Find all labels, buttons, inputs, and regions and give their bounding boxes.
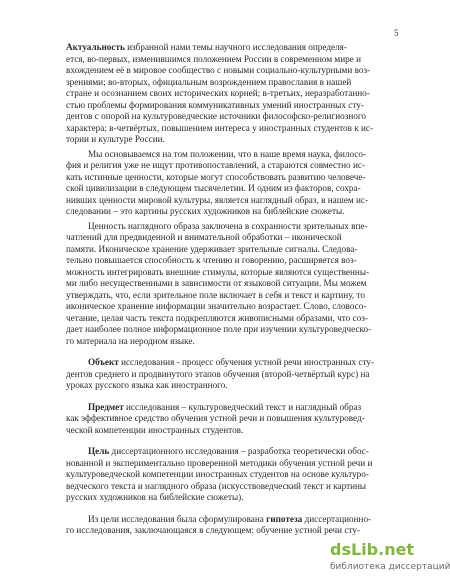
text-line: как эффективное средство обучения устной речи и повышения культуровед- xyxy=(66,413,365,423)
text-line: культуроведческой компетенции иностранных студентов на основе культуро- xyxy=(66,469,369,479)
text-line: утверждать, что, если зрительное поле включает в себя и текст и картину, то xyxy=(66,289,365,300)
text-line: характера; в-четвёртых, повышением интереса у иностранных студентов к ис- xyxy=(66,122,374,133)
text-line xyxy=(66,446,404,458)
text-line: вхождением её в мировое сообщество с новыми социально-культурными воз- xyxy=(66,65,371,75)
text-line: четание, целая часть текста подкрепляются живописными образами, что соз- xyxy=(66,312,368,323)
text-line xyxy=(66,42,404,54)
text-line xyxy=(66,357,404,369)
text-line: иконическое хранение информации значительно возрастает. Слово, словосо- xyxy=(66,301,367,311)
bold-term: Предмет xyxy=(88,401,124,412)
bold-term: Актуальность xyxy=(66,42,125,52)
paragraph-gap xyxy=(66,436,404,446)
paragraph xyxy=(66,221,404,348)
text-line: уроках русского языка как иностранного. xyxy=(66,380,228,390)
text-line: кать истинные ценности, которые могут способствовать развитию человече- xyxy=(66,171,366,182)
text-line: го материала на неродном языке. xyxy=(66,335,195,346)
paragraph xyxy=(66,446,404,504)
text-line xyxy=(66,514,404,526)
text-line: русских художников на библейские сюжеты). xyxy=(66,492,244,502)
text-line: стью проблемы формирования коммуникативных умений иностранных сту- xyxy=(66,99,364,110)
text-line: тельно повышается способность к чтению и говорению, расширяется воз- xyxy=(66,255,357,265)
text-line: дентов с опорой на культуроведческие источники философско-религиозного xyxy=(66,111,366,121)
text-line: го исследования, заключающаяся в следующем: обучение устной речи сту- xyxy=(66,525,361,535)
paragraph-gap xyxy=(66,347,404,357)
text-line: ской цивилизации в следующем тысячелетии. И одним из факторов, сохра- xyxy=(66,183,361,193)
text-line xyxy=(66,402,404,414)
line-text: исследования - процесс обучения устной речи иностранных сту- xyxy=(118,357,375,367)
text-line: нивших ценности мировой культуры, является наглядный образ, в нашем ис- xyxy=(66,194,369,205)
line-text: диссертационного исследования – разработка теоретически обос- xyxy=(109,446,369,456)
line-text: диссертационно- xyxy=(302,513,372,524)
watermark xyxy=(330,540,450,580)
text-line: чатлений для предвиденной и внимательной обработки – иконической xyxy=(66,232,342,242)
bold-term: Цель xyxy=(88,446,110,456)
line-text: исследования – культуроведческий текст и наглядный образ xyxy=(123,401,362,412)
text-line: Ценность наглядного образа заключена в сохранности зрительных впе- xyxy=(88,220,368,231)
text-line: тории и культуре России. xyxy=(66,134,165,144)
watermark-subtitle: библиотека диссертаций xyxy=(330,562,450,572)
line-text: Из цели исследования была сформулирована xyxy=(88,513,267,524)
text-line: ведческого текста и наглядного образа (искусствоведческий текст и картины xyxy=(66,480,367,491)
text-line: ми либо несущественными в зависимости от языковой ситуации. Мы можем xyxy=(66,278,367,288)
bold-term: гипотеза xyxy=(266,513,303,524)
text-line: ется, во-первых, изменившимся положением России в современном мире и xyxy=(66,53,362,64)
paragraph xyxy=(66,357,404,392)
text-line: дентов среднего и продвинутого этапов обучения (второй-четвёртый курс) на xyxy=(66,368,370,379)
paragraph-gap xyxy=(66,392,404,402)
text-line: дает наиболее полное информационное поле при изучении культуроведческо- xyxy=(66,324,372,334)
text-line: зрениями; во-вторых, официальным возрождением православия в нашей xyxy=(66,76,352,87)
text-line: памяти. Иконическое хранение удерживает зрительные сигналы. Следова- xyxy=(66,243,358,254)
text-line: нованной и экспериментально проверенной методики обучения устной речи и xyxy=(66,457,373,468)
paragraph xyxy=(66,514,404,537)
text-line: Мы основываемся на том положении, что в наше время наука, филосо- xyxy=(88,148,367,159)
bold-term: Объект xyxy=(88,357,119,367)
text-line: ческой компетенции иностранных студентов. xyxy=(66,424,244,435)
text-line: следовании – это картины русских художников на библейские сюжеты. xyxy=(66,206,345,216)
paragraph xyxy=(66,149,404,218)
watermark-logo: dsLib.net xyxy=(330,540,415,559)
paragraph-gap xyxy=(66,504,404,514)
line-text: избранной нами темы научного исследования определя- xyxy=(124,42,347,52)
page-number: 5 xyxy=(394,28,399,38)
text-line: можность интегрировать внешние стимулы, которые являются существенны- xyxy=(66,266,370,277)
text-line: стране и осознанием своих исторических корней; в-третьих, неразработанно- xyxy=(66,88,370,98)
paragraph xyxy=(66,42,404,146)
paragraph xyxy=(66,402,404,437)
text-line: фия и религия уже не ищут противопоставлений, а стараются совместно ис- xyxy=(66,160,366,170)
document-body xyxy=(66,42,404,537)
